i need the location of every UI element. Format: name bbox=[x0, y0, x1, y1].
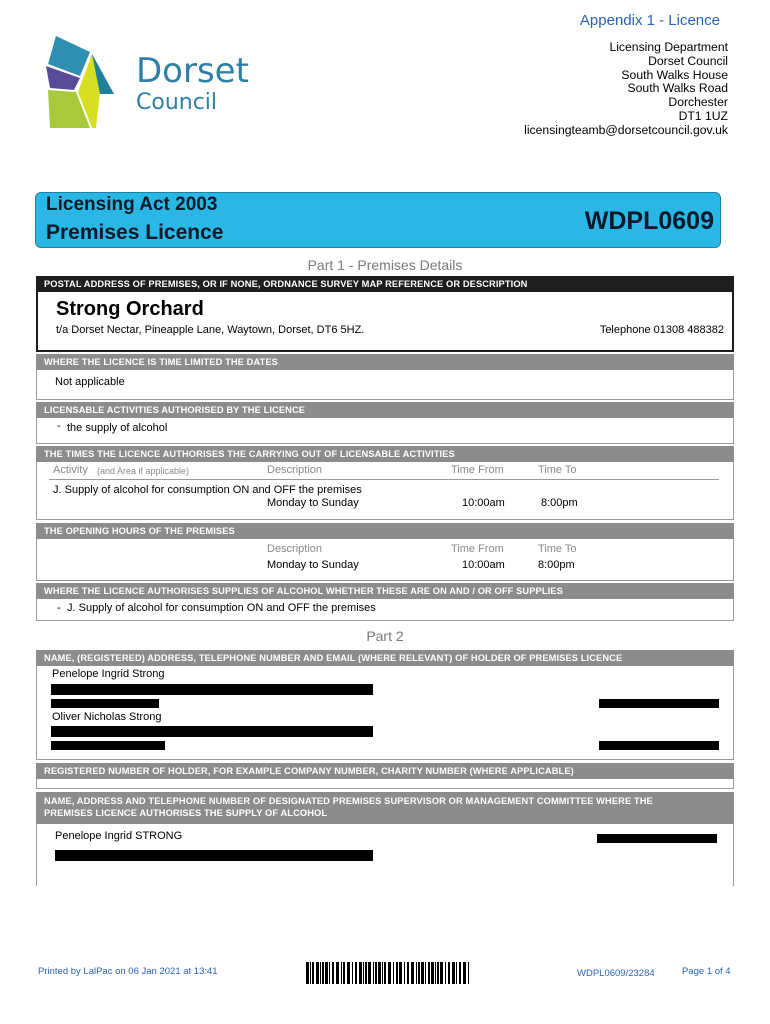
opening-box bbox=[36, 539, 734, 581]
barcode-bar bbox=[352, 962, 353, 984]
redaction-bar bbox=[55, 850, 373, 861]
activities-box bbox=[36, 418, 734, 444]
barcode-bar bbox=[384, 962, 386, 984]
dps-heading-line1: NAME, ADDRESS AND TELEPHONE NUMBER OF DESIGNATED PREMISES SUPERVISOR OR MANAGEMENT COMMITTEE WHERE THE bbox=[44, 796, 653, 806]
opening-description: Monday to Sunday bbox=[267, 559, 359, 571]
logo-mark-icon bbox=[44, 34, 274, 129]
barcode-bar bbox=[332, 962, 334, 984]
barcode-bar bbox=[382, 962, 383, 984]
time-limited-value: Not applicable bbox=[55, 376, 125, 388]
premises-name: Strong Orchard bbox=[56, 298, 204, 320]
barcode-bar bbox=[320, 962, 321, 984]
barcode-bar bbox=[306, 962, 309, 984]
barcode-bar bbox=[316, 962, 319, 984]
dps-name: Penelope Ingrid STRONG bbox=[55, 830, 183, 842]
printed-by: Printed by LalPac on 06 Jan 2021 at 13:41 bbox=[38, 966, 218, 977]
barcode-bar bbox=[428, 962, 430, 984]
barcode-bar bbox=[325, 962, 328, 984]
barcode-icon bbox=[306, 962, 472, 984]
address-line: South Walks House bbox=[621, 67, 728, 82]
holder-heading: NAME, (REGISTERED) ADDRESS, TELEPHONE NUMBER AND EMAIL (WHERE RELEVANT) OF HOLDER OF PREMISES LICENCE bbox=[36, 650, 734, 666]
opening-col-time-from: Time From bbox=[451, 543, 504, 555]
times-from: 10:00am bbox=[462, 497, 505, 509]
address-line: Dorset Council bbox=[648, 53, 728, 68]
premises-telephone: Telephone 01308 488382 bbox=[599, 324, 724, 336]
barcode-bar bbox=[440, 962, 443, 984]
dorset-council-logo bbox=[44, 34, 274, 129]
activities-heading: LICENSABLE ACTIVITIES AUTHORISED BY THE LICENCE bbox=[36, 402, 734, 418]
times-description: Monday to Sunday bbox=[267, 497, 359, 509]
times-box bbox=[36, 462, 734, 520]
holder-name-2: Oliver Nicholas Strong bbox=[52, 711, 162, 723]
supplies-box bbox=[36, 599, 734, 621]
part2-heading: Part 2 bbox=[366, 628, 404, 644]
dps-heading bbox=[36, 792, 734, 824]
dps-heading-line2: PREMISES LICENCE AUTHORISES THE SUPPLY OF ALCOHOL bbox=[44, 808, 328, 818]
barcode-bar bbox=[322, 962, 324, 984]
barcode-bar bbox=[363, 962, 364, 984]
registered-number-box bbox=[36, 779, 734, 789]
licence-title: Premises Licence bbox=[46, 221, 224, 244]
col-time-to: Time To bbox=[538, 464, 577, 476]
logo-word-dorset: Dorset bbox=[136, 51, 249, 91]
col-description: Description bbox=[267, 464, 323, 476]
act-title: Licensing Act 2003 bbox=[46, 194, 218, 215]
barcode-bar bbox=[368, 962, 371, 984]
col-activity: Activity bbox=[53, 464, 88, 476]
barcode-bar bbox=[448, 962, 450, 984]
barcode-bar bbox=[359, 962, 362, 984]
redaction-bar bbox=[597, 834, 717, 843]
footer-reference: WDPL0609/23284 bbox=[577, 968, 655, 979]
holder-box bbox=[36, 666, 734, 760]
redaction-bar bbox=[51, 684, 373, 695]
address-line: South Walks Road bbox=[627, 81, 728, 96]
time-limited-heading: WHERE THE LICENCE IS TIME LIMITED THE DATES bbox=[36, 354, 734, 370]
opening-to: 8:00pm bbox=[538, 559, 575, 571]
barcode-bar bbox=[341, 962, 342, 984]
supplies-bullet: - bbox=[57, 602, 61, 614]
dps-box bbox=[36, 824, 734, 868]
barcode-bar bbox=[425, 962, 426, 984]
activity-item: the supply of alcohol bbox=[67, 422, 168, 434]
barcode-bar bbox=[373, 962, 374, 984]
barcode-bar bbox=[347, 962, 350, 984]
barcode-bar bbox=[329, 962, 330, 984]
barcode-bar bbox=[463, 962, 466, 984]
barcode-bar bbox=[435, 962, 436, 984]
barcode-bar bbox=[393, 962, 394, 984]
barcode-bar bbox=[407, 962, 409, 984]
barcode-bar bbox=[336, 962, 339, 984]
opening-heading: THE OPENING HOURS OF THE PREMISES bbox=[36, 523, 734, 539]
time-limited-box bbox=[36, 370, 734, 400]
barcode-bar bbox=[399, 962, 402, 984]
box-edge-left bbox=[36, 868, 37, 886]
redaction-bar bbox=[599, 699, 719, 708]
logo-word-council: Council bbox=[136, 90, 218, 115]
barcode-bar bbox=[459, 962, 461, 984]
opening-col-time-to: Time To bbox=[538, 543, 577, 555]
council-address bbox=[524, 41, 728, 138]
licence-reference: WDPL0609 bbox=[584, 207, 714, 235]
supplies-heading: WHERE THE LICENCE AUTHORISES SUPPLIES OF ALCOHOL WHETHER THESE ARE ON AND / OR OFF SUPPLIES bbox=[36, 583, 734, 599]
times-to: 8:00pm bbox=[541, 497, 578, 509]
barcode-bar bbox=[445, 962, 446, 984]
licence-banner bbox=[35, 192, 721, 248]
postal-address-heading: POSTAL ADDRESS OF PREMISES, OR IF NONE, ORDNANCE SURVEY MAP REFERENCE OR DESCRIPTION bbox=[36, 276, 734, 292]
redaction-bar bbox=[51, 726, 373, 737]
barcode-bar bbox=[388, 962, 391, 984]
redaction-bar bbox=[51, 741, 165, 750]
barcode-bar bbox=[416, 962, 417, 984]
barcode-bar bbox=[456, 962, 457, 984]
times-divider bbox=[49, 479, 719, 480]
activity-bullet: - bbox=[57, 420, 61, 432]
holder-name-1: Penelope Ingrid Strong bbox=[52, 668, 165, 680]
redaction-bar bbox=[599, 741, 719, 750]
barcode-bar bbox=[452, 962, 455, 984]
part1-heading: Part 1 - Premises Details bbox=[307, 257, 463, 273]
premises-address: t/a Dorset Nectar, Pineapple Lane, Waytown, Dorset, DT6 5HZ. bbox=[56, 324, 365, 336]
page-number: Page 1 of 4 bbox=[682, 966, 731, 977]
barcode-bar bbox=[343, 962, 345, 984]
address-line: DT1 1UZ bbox=[678, 108, 728, 123]
barcode-bar bbox=[375, 962, 377, 984]
opening-from: 10:00am bbox=[462, 559, 505, 571]
appendix-label: Appendix 1 - Licence bbox=[579, 12, 720, 29]
barcode-bar bbox=[310, 962, 311, 984]
postal-address-box bbox=[36, 292, 734, 352]
redaction-bar bbox=[51, 699, 159, 708]
col-area: (and Area if applicable) bbox=[97, 466, 190, 476]
barcode-bar bbox=[365, 962, 367, 984]
barcode-bar bbox=[404, 962, 405, 984]
address-line: Licensing Department bbox=[609, 40, 728, 54]
times-heading: THE TIMES THE LICENCE AUTHORISES THE CARRYING OUT OF LICENSABLE ACTIVITIES bbox=[36, 446, 734, 462]
barcode-bar bbox=[355, 962, 357, 984]
address-line: Dorchester bbox=[668, 95, 728, 110]
barcode-bar bbox=[312, 962, 314, 984]
barcode-bar bbox=[396, 962, 398, 984]
opening-col-description: Description bbox=[267, 543, 323, 555]
times-activity: J. Supply of alcohol for consumption ON and OFF the premises bbox=[53, 484, 362, 496]
registered-number-heading: REGISTERED NUMBER OF HOLDER, FOR EXAMPLE COMPANY NUMBER, CHARITY NUMBER (WHERE APPLICABLE) bbox=[36, 763, 734, 779]
barcode-bar bbox=[437, 962, 439, 984]
col-time-from: Time From bbox=[451, 464, 504, 476]
barcode-bar bbox=[411, 962, 414, 984]
barcode-bar bbox=[431, 962, 434, 984]
address-email: licensingteamb@dorsetcouncil.gov.uk bbox=[524, 122, 728, 137]
supplies-value: J. Supply of alcohol for consumption ON and OFF the premises bbox=[67, 602, 376, 614]
barcode-bar bbox=[468, 962, 469, 984]
barcode-bar bbox=[421, 962, 424, 984]
box-edge-right bbox=[733, 868, 734, 886]
barcode-bar bbox=[418, 962, 420, 984]
barcode-bar bbox=[378, 962, 381, 984]
